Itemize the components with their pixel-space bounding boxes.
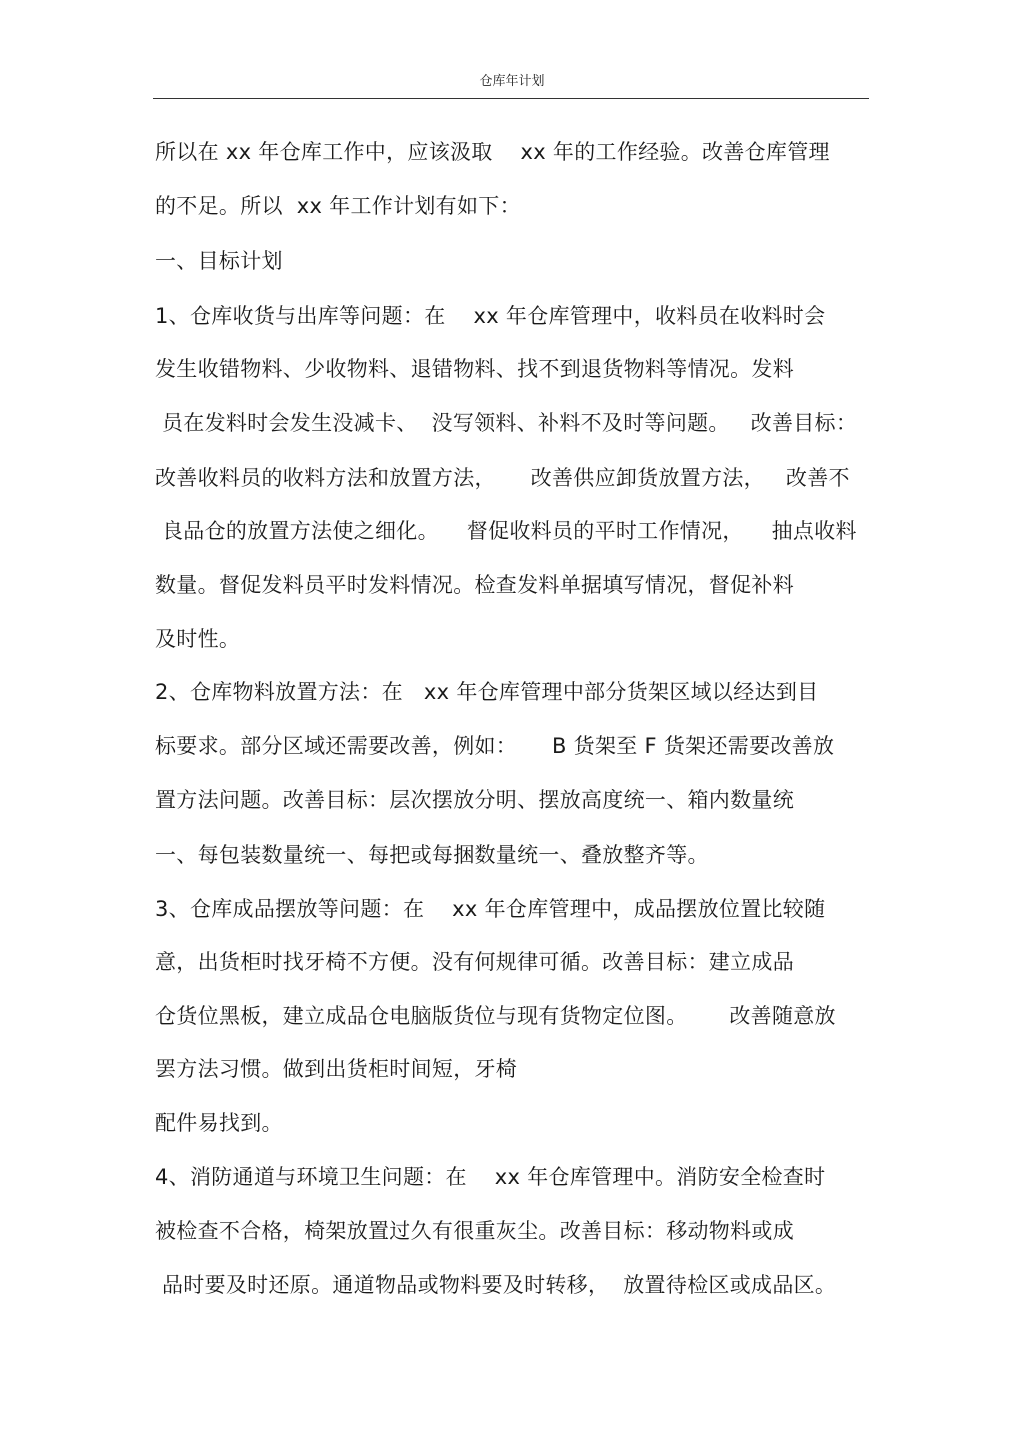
text-line: 的不足。所以 xx 年工作计划有如下： [155,194,521,218]
text-line: 数量。督促发料员平时发料情况。检查发料单据填写情况，督促补料 [155,573,794,597]
text-line: 3、仓库成品摆放等问题：在 xx 年仓库管理中，成品摆放位置比较随 [155,897,826,921]
page-header: 仓库年计划 [479,74,545,89]
header-divider [153,98,869,99]
text-line: 员在发料时会发生没减卡、 没写领料、补料不及时等问题。 改善目标： [155,411,858,435]
text-line: 发生收错物料、少收物料、退错物料、找不到退货物料等情况。发料 [155,357,794,381]
text-line: 4、消防通道与环境卫生问题：在 xx 年仓库管理中。消防安全检查时 [155,1165,826,1189]
text-line: 及时性。 [155,627,241,651]
text-line: 罢方法习惯。做到出货柜时间短，牙椅 [155,1057,518,1081]
text-line: 一、每包装数量统一、每把或每捆数量统一、叠放整齐等。 [155,843,709,867]
section-heading: 一、目标计划 [155,249,283,273]
text-line: 意，出货柜时找牙椅不方便。没有何规律可循。改善目标：建立成品 [155,950,794,974]
text-line: 配件易找到。 [155,1111,283,1135]
text-line: 良品仓的放置方法使之细化。 督促收料员的平时工作情况， 抽点收料 [155,519,857,543]
text-line: 被检查不合格，椅架放置过久有很重灰尘。改善目标：移动物料或成 [155,1219,794,1243]
text-line: 品时要及时还原。通道物品或物料要及时转移， 放置待检区或成品区。 [155,1273,837,1297]
text-line: 1、仓库收货与出库等问题：在 xx 年仓库管理中，收料员在收料时会 [155,304,826,328]
text-line: 仓货位黑板，建立成品仓电脑版货位与现有货物定位图。 改善随意放 [155,1004,836,1028]
text-line: 标要求。部分区域还需要改善，例如： B 货架至 F 货架还需要改善放 [155,734,835,758]
text-line: 改善收料员的收料方法和放置方法， 改善供应卸货放置方法， 改善不 [155,466,850,490]
text-line: 置方法问题。改善目标：层次摆放分明、摆放高度统一、箱内数量统 [155,788,794,812]
text-line: 所以在 xx 年仓库工作中，应该汲取 xx 年的工作经验。改善仓库管理 [155,140,830,164]
text-line: 2、仓库物料放置方法：在 xx 年仓库管理中部分货架区域以经达到目 [155,680,819,704]
